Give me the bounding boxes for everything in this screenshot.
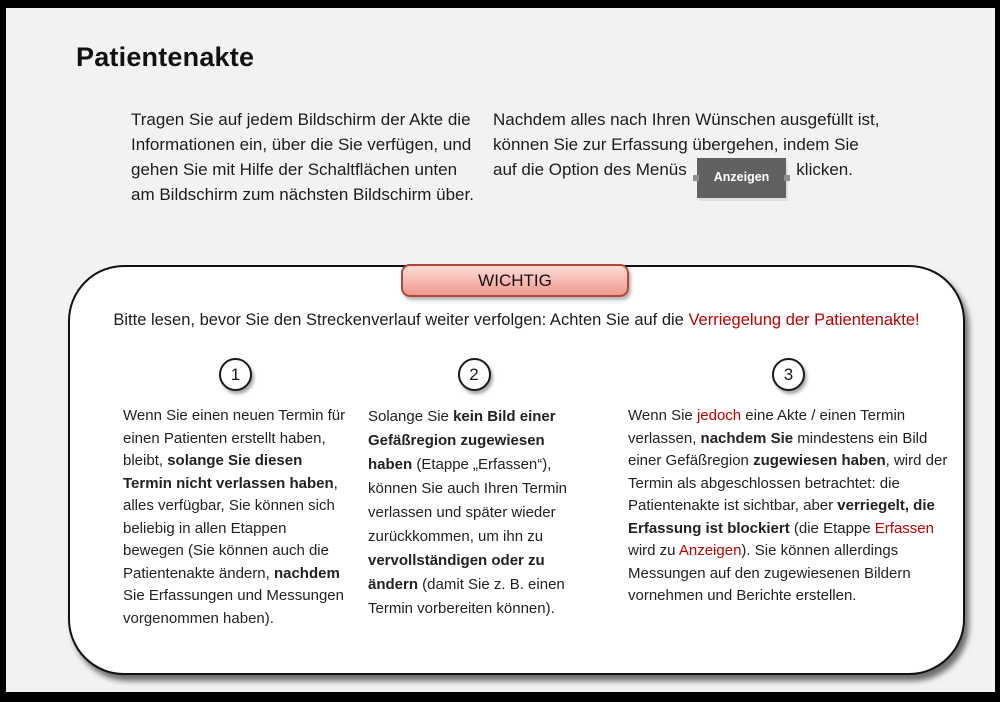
intro-left-paragraph: Tragen Sie auf jedem Bildschirm der Akte die Informationen ein, über die Sie verfügen, und gehen Sie mit Hilfe der Schaltflächen unten am Bildschirm zum nächsten Bildschirm über.: [131, 110, 474, 204]
intro-right-text-before: Nachdem alles nach Ihren Wünschen ausgefüllt ist, können Sie zur Erfassung übergehen, indem Sie auf die Option des Menüs: [493, 110, 880, 179]
step-2-circle: 2: [458, 358, 491, 391]
step-2-text: Solange Sie kein Bild einer Gefäßregion zugewiesen haben (Etappe „Erfassen“), können Sie auch Ihren Termin verlassen und später wieder zurückkommen, um ihn zu vervollständigen oder zu ändern (damit Sie z. B. einen Termin vorbereiten können).: [368, 408, 568, 617]
step-1-text: Wenn Sie einen neuen Termin für einen Patienten erstellt haben, bleibt, solange Sie diesen Termin nicht verlassen haben, alles verfügbar, Sie können sich beliebig in allen Etappen bewegen (Sie können auch die Patientenakte ändern, nachdem Sie Erfassungen und Messungen vorgenommen haben).: [123, 407, 346, 627]
step-3-circle: 3: [772, 358, 805, 391]
intro-right-text-after: klicken.: [796, 160, 853, 179]
menu-anzeigen-button[interactable]: Anzeigen: [697, 158, 787, 198]
page-background: [6, 8, 995, 692]
step-column-2: [368, 358, 580, 630]
step-column-3: [628, 358, 949, 630]
wichtig-badge: WICHTIG: [401, 264, 629, 297]
intro-right-paragraph: [493, 107, 885, 198]
steps-container: [123, 358, 949, 630]
step-3-text: Wenn Sie jedoch eine Akte / einen Termin verlassen, nachdem Sie mindestens ein Bild einer Gefäßregion zugewiesen haben, wird der Termin als abgeschlossen betrachtet: die Patientenakte ist sichtbar, aber verriegelt, die Erfassung ist blockiert (die Etappe Erfassen wird zu Anzeigen). Sie können allerdings Messungen auf den zugewiesenen Bildern vornehmen und Berichte erstellen.: [628, 407, 948, 604]
step-column-1: [123, 358, 348, 630]
step-1-circle: 1: [219, 358, 252, 391]
important-box: [68, 265, 965, 675]
page-title: Patientenakte: [76, 42, 255, 72]
notice-line: Bitte lesen, bevor Sie den Streckenverlauf weiter verfolgen: Achten Sie auf die Verriegelung der Patientenakte!: [113, 311, 920, 329]
